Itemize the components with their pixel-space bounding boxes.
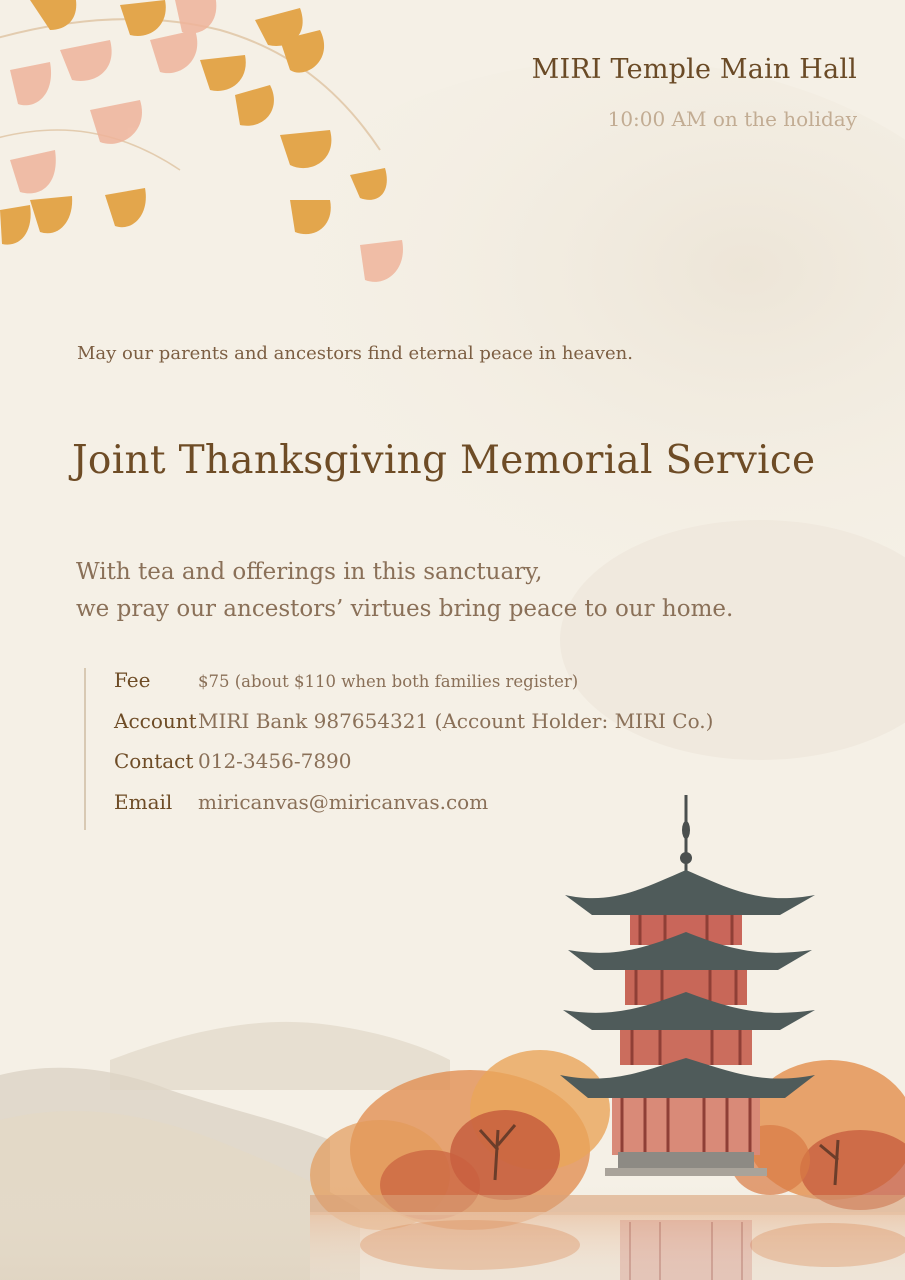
detail-label: Fee	[114, 668, 151, 692]
page-title: Joint Thanksgiving Memorial Service	[72, 438, 816, 483]
detail-row-account	[114, 709, 734, 750]
detail-label: Account	[114, 708, 197, 733]
subtitle-line-1: With tea and offerings in this sanctuary,	[76, 559, 543, 585]
event-time: 10:00 AM on the holiday	[607, 107, 857, 131]
blessing-text: May our parents and ancestors find eternal peace in heaven.	[77, 343, 633, 364]
detail-value: $75 (about $110 when both families register)	[198, 672, 579, 691]
detail-row-fee	[114, 668, 734, 709]
detail-row-email	[114, 790, 734, 831]
detail-value: miricanvas@miricanvas.com	[198, 789, 489, 814]
detail-value: 012-3456-7890	[198, 749, 352, 773]
detail-value: MIRI Bank 987654321 (Account Holder: MIRI Co.)	[198, 708, 714, 733]
venue-name: MIRI Temple Main Hall	[531, 54, 857, 85]
details-list	[84, 668, 734, 830]
detail-label: Email	[114, 789, 173, 814]
subtitle	[76, 554, 733, 628]
subtitle-line-2: we pray our ancestors’ virtues bring peace to our home.	[76, 596, 734, 622]
detail-label: Contact	[114, 749, 194, 773]
detail-row-contact	[114, 749, 734, 790]
